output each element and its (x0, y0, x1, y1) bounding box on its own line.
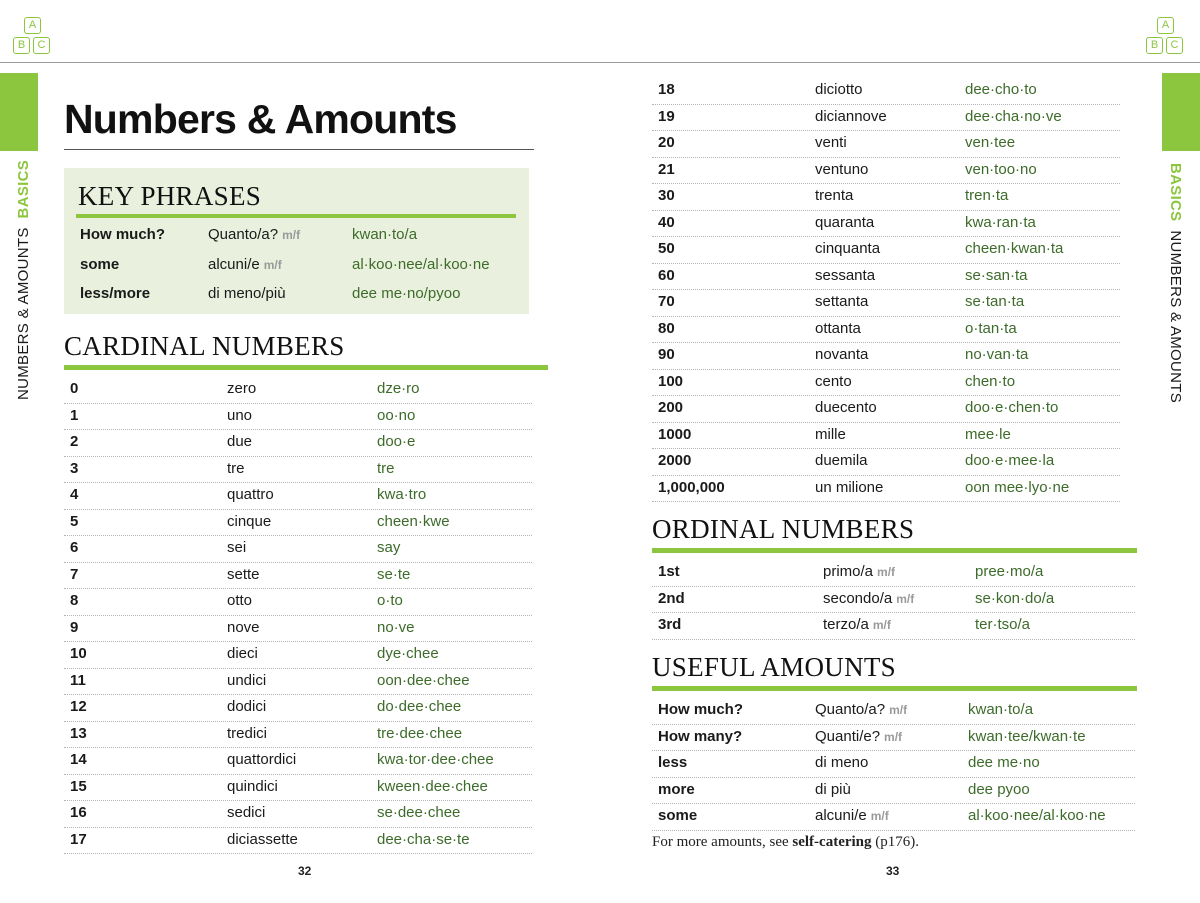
side-tab-marker-right (1162, 73, 1200, 151)
letter-c-block: C (33, 37, 50, 54)
italian-word: Quanti/e? (815, 727, 881, 745)
pronunciation: kwan·to/a (968, 701, 1034, 718)
abc-blocks-icon-left (12, 17, 54, 57)
number-value: 18 (658, 81, 675, 98)
cardinal-row (64, 642, 532, 669)
gender-tag: m/f (889, 703, 908, 717)
italian-term: cinque (227, 512, 272, 530)
number-value: 6 (70, 539, 79, 556)
italian-term (823, 563, 895, 580)
cardinal-row (652, 211, 1120, 238)
note-suffix: (p176). (871, 834, 920, 850)
number-value: 80 (658, 319, 675, 337)
cardinal-row (652, 158, 1120, 185)
key-phrases-heading: KEY PHRASES (78, 181, 262, 211)
useful-amounts-rule (652, 686, 1137, 691)
italian-term: tre (227, 459, 245, 477)
italian-term: di meno/più (208, 285, 286, 302)
english-term: How much? (658, 701, 743, 718)
number-value: 8 (70, 592, 79, 609)
pronunciation: ven·tee (965, 134, 1016, 151)
number-value: 20 (658, 134, 675, 151)
number-value: 21 (658, 160, 675, 178)
cardinal-row (652, 237, 1120, 264)
pronunciation: doo·e·chen·to (965, 399, 1059, 416)
key-phrase-row (80, 254, 510, 284)
number-value: 13 (70, 724, 87, 742)
pronunciation: kwa·tro (377, 486, 427, 503)
pronunciation: al·koo·nee/al·koo·ne (352, 255, 490, 273)
italian-word: alcuni/e (815, 807, 867, 824)
number-value: 3 (70, 459, 79, 477)
pronunciation: dee·cha·se·te (377, 830, 470, 848)
cardinal-row (652, 131, 1120, 158)
number-value: 4 (70, 486, 79, 503)
gender-tag: m/f (884, 729, 903, 744)
cardinal-numbers-table (64, 377, 532, 854)
pronunciation: se·tan·ta (965, 293, 1025, 310)
pronunciation: al·koo·nee/al·koo·ne (968, 807, 1106, 824)
italian-term: zero (227, 380, 257, 397)
pronunciation: dee·cha·no·ve (965, 107, 1062, 125)
english-term: less (658, 754, 688, 771)
number-value: 90 (658, 346, 675, 363)
pronunciation: mee·le (965, 425, 1011, 443)
italian-term: sedici (227, 804, 266, 821)
number-value: 7 (70, 565, 79, 583)
number-value: 200 (658, 399, 684, 416)
number-value: 1000 (658, 425, 692, 443)
number-value: 12 (70, 698, 87, 715)
side-tab-label-right (1167, 163, 1184, 403)
cross-reference-note (652, 834, 919, 851)
cardinal-row (64, 669, 532, 696)
pronunciation: no·van·ta (965, 346, 1029, 363)
key-phrase-row (80, 224, 510, 254)
cardinal-row (64, 616, 532, 643)
number-value: 2000 (658, 452, 692, 469)
italian-term: nove (227, 618, 260, 636)
letter-a-block: A (1157, 17, 1174, 34)
cardinal-heading-rule (64, 365, 548, 370)
pronunciation: say (377, 539, 401, 556)
italian-term: diciannove (815, 107, 887, 125)
pronunciation: kwa·ran·ta (965, 213, 1036, 231)
pronunciation: se·dee·chee (377, 804, 461, 821)
number-value: 17 (70, 830, 87, 848)
ordinal-numbers-heading: ORDINAL NUMBERS (652, 514, 915, 544)
pronunciation: dee pyoo (968, 780, 1030, 798)
cardinal-row (64, 404, 532, 431)
italian-term: venti (815, 134, 847, 151)
cardinal-row (64, 748, 532, 775)
cardinal-row (652, 184, 1120, 211)
side-tab-label-left (15, 160, 32, 400)
cardinal-row (652, 78, 1120, 105)
pronunciation: oon·dee·chee (377, 671, 470, 689)
ordinal-heading-rule (652, 548, 1137, 553)
cardinal-row (652, 370, 1120, 397)
italian-term: diciassette (227, 830, 298, 848)
italian-term: di meno (815, 754, 869, 771)
pronunciation: chen·to (965, 372, 1016, 390)
italian-term: mille (815, 425, 846, 443)
number-value: 100 (658, 372, 684, 390)
italian-term: quattordici (227, 751, 297, 768)
italian-term: diciotto (815, 81, 863, 98)
pronunciation: cheen·kwan·ta (965, 240, 1064, 257)
ordinal-row (652, 613, 1135, 640)
pronunciation: dye·chee (377, 645, 439, 662)
italian-term: quaranta (815, 213, 875, 231)
side-tab-section: BASICS (15, 159, 32, 219)
italian-term: tredici (227, 724, 268, 742)
italian-term: un milione (815, 478, 884, 496)
cardinal-row (64, 377, 532, 404)
note-prefix: For more amounts, see (652, 834, 793, 850)
number-value: 2 (70, 433, 79, 450)
number-value: 16 (70, 804, 87, 821)
abc-blocks-icon-right (1145, 17, 1187, 57)
cardinal-numbers-heading: CARDINAL NUMBERS (64, 331, 345, 361)
ordinal-value: 1st (658, 563, 680, 580)
italian-term: cento (815, 372, 852, 390)
number-value: 60 (658, 266, 675, 284)
cardinal-row (652, 290, 1120, 317)
cardinal-row (652, 105, 1120, 132)
italian-term: due (227, 433, 253, 450)
gender-tag: m/f (263, 257, 282, 272)
italian-term: sessanta (815, 266, 876, 284)
pronunciation: kwan·tee/kwan·te (968, 727, 1086, 745)
pronunciation: tre·dee·chee (377, 724, 463, 742)
number-value: 0 (70, 380, 79, 397)
ordinal-row (652, 587, 1135, 614)
number-value: 15 (70, 777, 87, 795)
cardinal-row (64, 722, 532, 749)
useful-amounts-heading: USEFUL AMOUNTS (652, 652, 896, 682)
pronunciation: doo·e (377, 433, 416, 450)
pronunciation: dee·cho·to (965, 81, 1037, 98)
italian-term: quattro (227, 486, 274, 503)
amount-row (652, 725, 1135, 752)
pronunciation: oo·no (377, 406, 416, 424)
italian-term: trenta (815, 187, 854, 204)
pronunciation: doo·e·mee·la (965, 452, 1055, 469)
italian-term: uno (227, 406, 253, 424)
italian-term (823, 616, 891, 633)
cardinal-row (652, 476, 1120, 503)
amount-row (652, 698, 1135, 725)
pronunciation: do·dee·chee (377, 698, 462, 715)
italian-term (208, 226, 300, 243)
pronunciation: cheen·kwe (377, 512, 450, 530)
italian-term: sette (227, 565, 260, 583)
title-rule (64, 149, 534, 150)
pronunciation: kwa·tor·dee·chee (377, 751, 494, 768)
italian-term: ventuno (815, 160, 869, 178)
gender-tag: m/f (896, 591, 915, 606)
english-term: less/more (80, 285, 151, 302)
italian-term (815, 701, 907, 718)
gender-tag: m/f (872, 618, 891, 632)
cardinal-row (652, 449, 1120, 476)
key-phrases-box (64, 168, 529, 314)
pronunciation: oon mee·lyo·ne (965, 478, 1070, 496)
ordinal-value: 2nd (658, 589, 685, 607)
pronunciation: kwan·to/a (352, 226, 418, 243)
italian-term: undici (227, 671, 267, 689)
italian-term: novanta (815, 346, 869, 363)
italian-term: sei (227, 539, 247, 556)
cardinal-row (64, 536, 532, 563)
italian-term: settanta (815, 293, 869, 310)
italian-word: secondo/a (823, 589, 893, 607)
cardinal-row (64, 430, 532, 457)
key-phrase-row (80, 283, 510, 313)
number-value: 5 (70, 512, 79, 530)
english-term: some (658, 807, 698, 824)
english-term: How many? (658, 727, 743, 745)
english-term: more (658, 780, 695, 798)
key-phrases-rule (76, 214, 516, 218)
italian-term: otto (227, 592, 253, 609)
english-term: some (80, 255, 120, 273)
self-catering-reference[interactable]: self-catering (792, 834, 872, 850)
number-value: 14 (70, 751, 87, 768)
pronunciation: o·tan·ta (965, 319, 1017, 337)
side-tab-topic: NUMBERS & AMOUNTS (1167, 230, 1184, 404)
pronunciation: kween·dee·chee (377, 777, 488, 795)
pronunciation: tre (377, 459, 395, 477)
number-value: 1 (70, 406, 79, 424)
side-tab-section: BASICS (1167, 163, 1184, 222)
cardinal-row (64, 589, 532, 616)
page-title: Numbers & Amounts (64, 96, 457, 142)
cardinal-row (64, 801, 532, 828)
italian-term: dieci (227, 645, 258, 662)
number-value: 19 (658, 107, 675, 125)
cardinal-row (652, 343, 1120, 370)
pronunciation: se·kon·do/a (975, 589, 1055, 607)
cardinal-row (652, 396, 1120, 423)
amount-row (652, 804, 1135, 831)
useful-amounts-table (652, 698, 1135, 831)
pronunciation: dee me·no/pyoo (352, 285, 461, 302)
italian-term (823, 590, 914, 607)
side-tab-topic: NUMBERS & AMOUNTS (15, 227, 32, 400)
pronunciation: se·san·ta (965, 266, 1028, 284)
pronunciation: o·to (377, 592, 403, 609)
letter-b-block: B (13, 37, 30, 54)
gender-tag: m/f (282, 228, 301, 242)
number-value: 1,000,000 (658, 478, 725, 496)
number-value: 40 (658, 213, 675, 231)
key-phrases-table (80, 224, 510, 313)
amount-row (652, 778, 1135, 805)
number-value: 10 (70, 645, 87, 662)
number-value: 11 (70, 671, 86, 689)
italian-term (208, 256, 282, 273)
gender-tag: m/f (877, 565, 896, 579)
italian-word: terzo/a (823, 616, 869, 633)
top-rule (0, 62, 1200, 63)
english-term: How much? (80, 226, 165, 243)
page-number-left: 32 (298, 864, 312, 878)
ordinal-numbers-table (652, 560, 1135, 640)
pronunciation: ter·tso/a (975, 616, 1031, 633)
cardinal-row (64, 695, 532, 722)
gender-tag: m/f (870, 809, 889, 823)
page-number-right: 33 (886, 864, 900, 878)
cardinal-row (652, 317, 1120, 344)
cardinal-row (64, 828, 532, 855)
number-value: 50 (658, 240, 675, 257)
pronunciation: dee me·no (968, 754, 1040, 771)
number-value: 9 (70, 618, 79, 636)
cardinal-row (64, 775, 532, 802)
ordinal-value: 3rd (658, 616, 682, 633)
letter-c-block: C (1166, 37, 1183, 54)
pronunciation: tren·ta (965, 187, 1009, 204)
cardinal-row (652, 264, 1120, 291)
number-value: 30 (658, 187, 675, 204)
ordinal-row (652, 560, 1135, 587)
italian-term: ottanta (815, 319, 861, 337)
cardinal-row (652, 423, 1120, 450)
italian-word: alcuni/e (208, 255, 260, 273)
side-tab-marker-left (0, 73, 38, 151)
cardinal-row (64, 563, 532, 590)
italian-term: di più (815, 780, 851, 798)
number-value: 70 (658, 293, 675, 310)
letter-a-block: A (24, 17, 41, 34)
cardinal-row (64, 510, 532, 537)
pronunciation: se·te (377, 565, 411, 583)
italian-term: cinquanta (815, 240, 881, 257)
italian-term: duecento (815, 399, 877, 416)
italian-term: duemila (815, 452, 868, 469)
cardinal-numbers-table-continued (652, 78, 1120, 502)
pronunciation: no·ve (377, 618, 415, 636)
italian-word: primo/a (823, 563, 874, 580)
cardinal-row (64, 457, 532, 484)
pronunciation: dze·ro (377, 380, 420, 397)
italian-term (815, 807, 889, 824)
italian-term (815, 728, 902, 745)
italian-word: Quanto/a? (208, 226, 279, 243)
italian-term: dodici (227, 698, 267, 715)
cardinal-row (64, 483, 532, 510)
italian-word: Quanto/a? (815, 701, 886, 718)
pronunciation: ven·too·no (965, 160, 1037, 178)
pronunciation: pree·mo/a (975, 563, 1044, 580)
letter-b-block: B (1146, 37, 1163, 54)
amount-row (652, 751, 1135, 778)
italian-term: quindici (227, 777, 278, 795)
